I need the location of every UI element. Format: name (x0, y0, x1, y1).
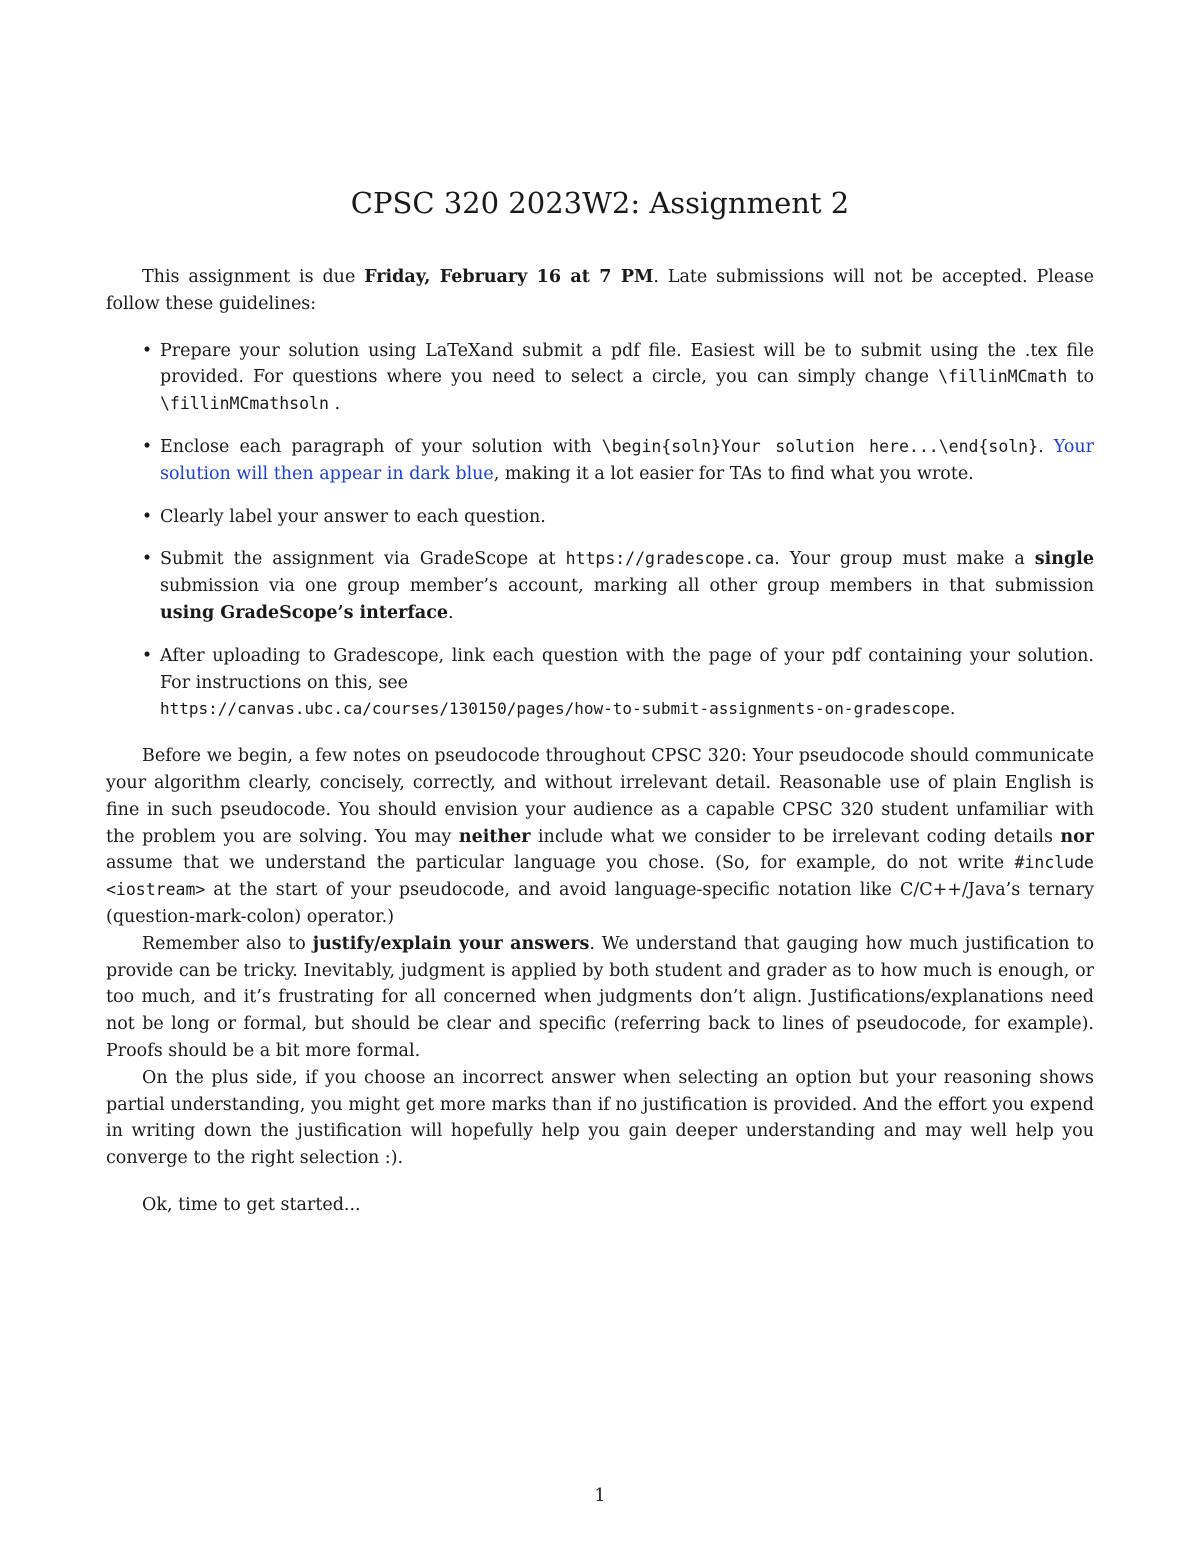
p1-text-mid: include what we consider to be irrelevant coding details (530, 826, 1061, 847)
get-started-paragraph: Ok, time to get started... (142, 1194, 361, 1215)
bullet-icon: • (141, 549, 153, 570)
p1-text-mid2: assume that we understand the particular language you chose. (So, for example, do not write (106, 853, 1015, 874)
list-item (106, 546, 1094, 626)
emphasis-justify: justify/explain your answers (312, 933, 590, 954)
list-item (106, 504, 1094, 531)
bullet-icon: • (141, 645, 153, 666)
guidelines-list (106, 338, 1094, 724)
b2-dot: . (1038, 436, 1044, 457)
code-fillinmcmathsoln: \fillinMCmathsoln (160, 394, 329, 414)
b1-end: . (328, 394, 341, 415)
b3-text: Clearly label your answer to each question. (160, 506, 546, 527)
b5-end: . (949, 699, 956, 720)
blue-solution-note: Your solution will then appear in dark blue (160, 436, 1094, 484)
bullet-icon: • (141, 436, 153, 457)
pseudocode-paragraph (106, 743, 1094, 931)
p1-text: Before we begin, a few notes on pseudocode throughout CPSC 320: Your pseudocode should communicate your algorithm clearly, concisely, correctly, and without irrelevant detail. Reasonable use of plain English is fine in such pseudocode. You should envision your audience as a capable CPSC 320 student unfamiliar with the problem you are solving. You may (106, 746, 1094, 847)
plus-side-paragraph: On the plus side, if you choose an incorrect answer when selecting an option but your reasoning shows partial understanding, you might get more marks than if no justification is provided. And the effort you expend in writing down the justification will hopefully help you gain deeper understanding and may well help you converge to the right selection :). (106, 1067, 1094, 1169)
p1-end: at the start of your pseudocode, and avoid language-specific notation like C/C++/Java’s ternary (question-mark-colon) operator.) (106, 880, 1094, 927)
b2-text: Enclose each paragraph of your solution with (160, 436, 602, 457)
emphasis-single: single (1034, 549, 1094, 570)
list-item (106, 434, 1094, 488)
list-item (106, 338, 1094, 418)
intro-paragraph (106, 264, 1094, 318)
intro-text: This assignment is due (142, 267, 365, 287)
bullet-icon: • (141, 506, 153, 527)
emphasis-neither: neither (458, 826, 531, 847)
b4-text: Submit the assignment via GradeScope at (160, 549, 566, 570)
emphasis-interface: using GradeScope’s interface (160, 602, 448, 623)
document-body (106, 264, 1094, 1219)
gradescope-link[interactable]: https://gradescope.ca (565, 549, 775, 569)
b1-to: to (1067, 367, 1094, 388)
due-date: Friday, February 16 at 7 PM (364, 267, 654, 287)
code-include-iostream: #include <iostream> (106, 853, 1094, 900)
intro-text-end: . Late submissions will not be accepted. Please follow these guidelines: (106, 267, 1094, 314)
b2-text-end: , making it a lot easier for TAs to find what you wrote. (493, 463, 974, 484)
code-fillinmcmath: \fillinMCmath (938, 367, 1068, 387)
page-title: CPSC 320 2023W2: Assignment 2 (350, 186, 850, 220)
p2-text-end: . We understand that gauging how much justification to provide can be tricky. Inevitably, judgment is applied by both student and grader as to how much is enough, or too much, and it’s frustrating for all concerned when judgments don’t align. Justifications/explanations need not be long or formal, but should be clear and specific (referring back to lines of pseudocode, for example). Proofs should be a bit more formal. (106, 933, 1094, 1061)
b1-text: Prepare your solution using (160, 340, 426, 361)
justify-paragraph (106, 931, 1094, 1065)
page-number: 1 (594, 1486, 606, 1506)
b5-text: After uploading to Gradescope, link each question with the page of your pdf containing your solution. For instructions on this, see (160, 645, 1094, 693)
canvas-instructions-link[interactable]: https://canvas.ubc.ca/courses/130150/pages/how-to-submit-assignments-on-gradescope (160, 699, 950, 719)
emphasis-nor: nor (1060, 826, 1094, 847)
bullet-icon: • (141, 340, 153, 361)
b1-text-mid: and submit a pdf file. Easiest will be to submit using the .tex file provided. For questions where you need to select a circle, you can simply change (160, 340, 1094, 388)
b4-end: . (448, 602, 454, 623)
b4-text-mid: . Your group must make a (774, 549, 1035, 570)
b4-text-mid2: submission via one group member’s account, marking all other group members in that submission (160, 576, 1094, 597)
code-soln-environment: \begin{soln}Your solution here...\end{soln} (601, 436, 1039, 456)
latex-logo: LaTeX (425, 340, 481, 361)
list-item (106, 643, 1094, 723)
p2-text: Remember also to (142, 933, 313, 954)
